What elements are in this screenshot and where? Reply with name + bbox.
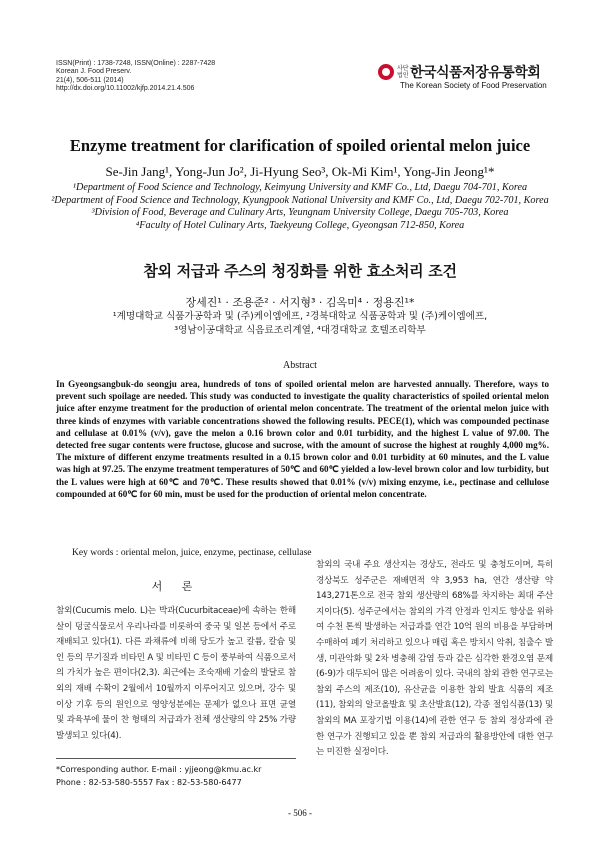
issn-line: ISSN(Print) : 1738-7248, ISSN(Online) : 2287-7428 bbox=[56, 60, 216, 67]
korean-affiliations bbox=[40, 310, 560, 337]
society-logo bbox=[378, 62, 558, 92]
korean-affiliation-2: ³영남이공대학교 식음료조리계열, ⁴대경대학교 호텔조리학부 bbox=[174, 324, 426, 336]
intro-paragraph-left: 참외(Cucumis melo. L)는 박과(Cucurbitaceae)에 속하는 한해살이 덩굴식물로서 우리나라를 비롯하여 중국 및 일본 등에서 주로 재배되고 있다(1). 다른 과채류에 비해 당도가 높고 칼륨, 칼슘 및 인 등의 무기질과 비타민 A 및 비타민 C 등이 풍부하여 식품으로서의 가치가 높은 편이다(2,3). 최근에는 조숙재배 기술의 발달로 참외의 재배 수확이 2월에서 10월까지 이루어지고 있으며, 강수 및 이상 기후 등의 원인으로 영양성분에는 문제가 없으나 표면 균열 및 과육부에 물이 찬 형태의 저급과가 전체 생산량의 약 25% 가량 발생되고 있다(4). bbox=[56, 606, 296, 741]
journal-name: Korean J. Food Preserv. bbox=[56, 68, 132, 76]
society-korean-name: 한국식품저장유통학회 bbox=[410, 65, 541, 81]
volume-pages: 21(4), 506-511 (2014) bbox=[56, 76, 124, 84]
abstract-body: In Gyeongsangbuk-do seongju area, hundreds of tons of spoiled oriental melon are harvested annually. Therefore, ways to prevent such spoilage are needed. This study was conducted to investigate the quality characteristics of spoiled oriental melon juice after enzyme treatment for the production of oriental melon concentrate. The treatment of the oriental melon juice with three kinds of enzymes with variable concentrations showed the following results. PECE(1), which was compounded pectinase and cellulase at 0.01% (v/v), gave the melon a 0.16 brown color and 0.01 turbidity, and the highest L value of 97.00. The detected free sugar contents were fructose, glucose and sucrose, with the amount of sucrose the highest at roughly 4,000 mg%. The mixture of different enzyme treatments resulted in a 0.15 brown color and 0.01 turbidity at 60 minutes, and the L value was high at 97.25. The enzyme treatment temperatures of 50℃ and 60℃ yielded a low-level brown color and low turbidity, but the L values were high at 60℃ and 70℃. These results showed that 0.01% (v/v) mixing enzyme, i.e., pectinase and cellulose compounded at 60℃ for 60 min, must be used for the production of oriental melon concentrate. bbox=[56, 379, 549, 499]
section-title-introduction: 서 론 bbox=[151, 580, 201, 593]
korean-title: 참외 저급과 주스의 청징화를 위한 효소처리 조건 bbox=[143, 262, 457, 280]
society-seal-icon bbox=[378, 64, 394, 80]
affiliation-4: ⁴Faculty of Hotel Culinary Arts, Taekyeung College, Gyeongsan 712-850, Korea bbox=[135, 219, 465, 231]
society-small-label: 사단법인 bbox=[397, 65, 409, 79]
affiliation-1: ¹Department of Food Science and Technology, Keimyung University and KMF Co., Ltd, Daegu 704-701, Korea bbox=[72, 182, 528, 193]
footnote-divider bbox=[56, 758, 296, 759]
corresponding-email: *Corresponding author. E-mail : yjjeong@kmu.ac.kr bbox=[56, 765, 262, 774]
page-number: - 506 - bbox=[288, 808, 312, 818]
affiliation-3: ³Division of Food, Beverage and Culinary Arts, Yeungnam University College, Daegu 705-703, Korea bbox=[91, 207, 509, 218]
doi-link[interactable]: http://dx.doi.org/10.11002/kjfp.2014.21.4.506 bbox=[56, 85, 195, 93]
corresponding-author-note bbox=[56, 764, 306, 789]
korean-affiliation-1: ¹계명대학교 식품가공학과 및 (주)케이엠에프, ²경북대학교 식품공학과 및 (주)케이엠에프, bbox=[112, 311, 488, 322]
affiliation-2: ²Department of Food Science and Technology, Kyungpook National University and KMF Co., Ltd, Daegu 702-701, Korea bbox=[51, 194, 549, 206]
author-list: Se-Jin Jang¹, Yong-Jun Jo², Ji-Hyung Seo³, Ok-Mi Kim¹, Yong-Jin Jeong¹* bbox=[105, 164, 495, 179]
korean-author-list: 장세진¹ · 조용준² · 서지형³ · 김옥미⁴ · 정용진¹* bbox=[185, 296, 415, 309]
corresponding-phone: Phone : 82-53-580-5557 Fax : 82-53-580-6477 bbox=[56, 777, 242, 787]
journal-meta bbox=[56, 60, 215, 94]
intro-paragraph-right: 참외의 국내 주요 생산지는 경상도, 전라도 및 충청도이며, 특히 경상북도 성주군은 재배면적 약 3,953 ha, 연간 생산량 약 143,271톤으로 전국 참외 생산량의 68%를 차지하는 최대 주산지이다(5). 성주군에서는 참외의 가격 안정과 인지도 향상을 위하여 수천 톤씩 발생하는 저급과를 연간 10억 원의 비용을 부담하며 수매하여 폐기 처리하고 있으나 매립 혹은 방치시 악취, 침출수 발생, 미관악화 및 2차 병충해 감염 등과 같은 심각한 환경오염 문제(6-9)가 대두되어 많은 어려움이 있다. 국내의 참외 관한 연구로는 참외 주스의 제조(10), 유산균을 이용한 참외 발효 식품의 제조(11), 참외의 알코올발효 및 초산발효(12), 각종 절임식품(13) 및 참외의 MA 포장기법 이용(14)에 관한 연구 등 참외 정상과에 관한 연구가 진행되고 있을 뿐 참외 저급과의 활용방안에 대한 연구는 미진한 실정이다. bbox=[316, 560, 553, 758]
paper-title: Enzyme treatment for clarification of spoiled oriental melon juice bbox=[69, 136, 531, 155]
affiliations bbox=[30, 182, 570, 232]
keywords: Key words : oriental melon, juice, enzyme, pectinase, cellulase bbox=[72, 548, 312, 558]
abstract-heading: Abstract bbox=[283, 360, 317, 371]
society-english-name: The Korean Society of Food Preservation bbox=[400, 81, 547, 90]
